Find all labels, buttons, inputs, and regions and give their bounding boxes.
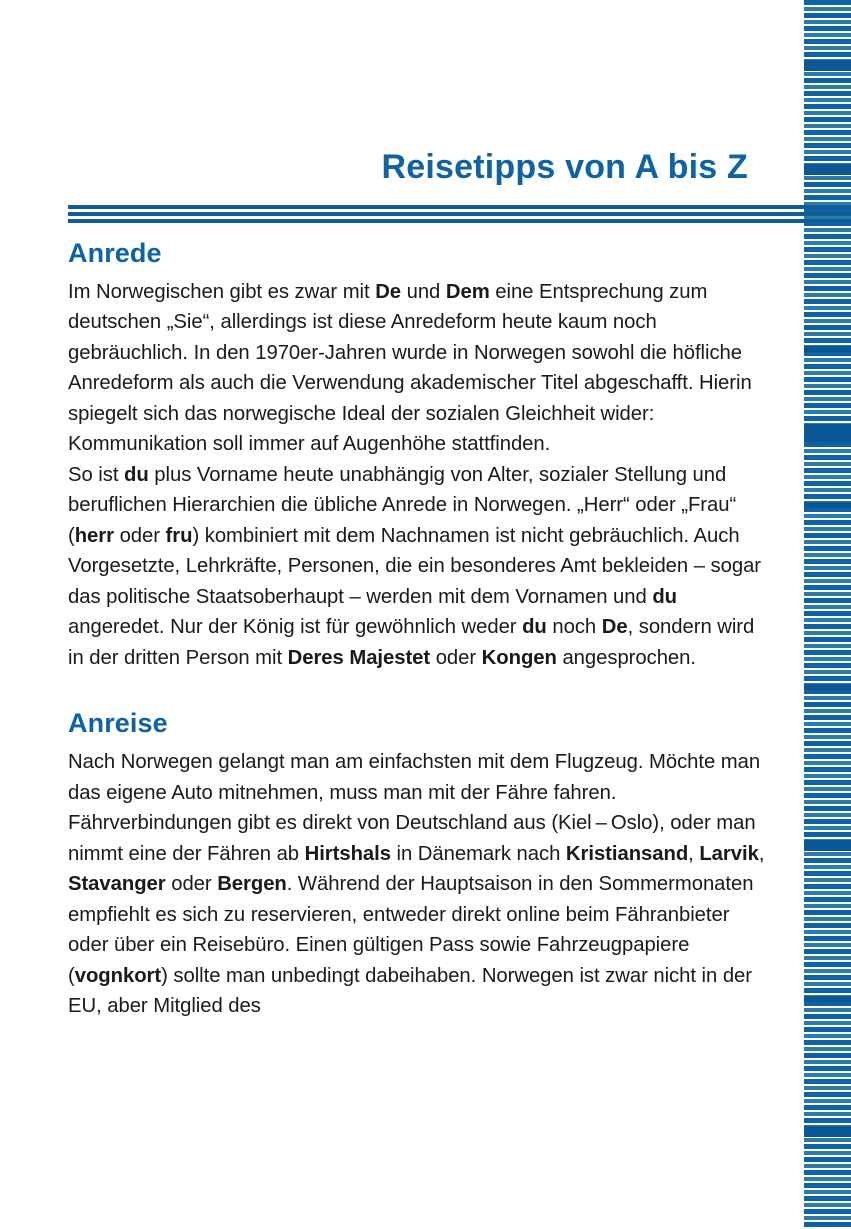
text-run: in Dänemark nach xyxy=(390,842,566,865)
text-run: eine Entsprechung zum deutschen „Sie“, allerdings ist diese Anredeform heute kaum noch gebräuchlich. In den 1970er-Jahren wurde in Norwegen sowohl die höfliche Anredeform als auch die Verwendung akademischer Titel abgeschafft. Hierin spiegelt sich das norwegische Ideal der sozialen Gleichheit wider: Kommunikation soll immer auf Augenhöhe stattfinden. xyxy=(68,280,752,456)
emphasis-term: Hirtshals xyxy=(304,842,391,865)
text-run: angesprochen. xyxy=(556,646,696,669)
text-run: , xyxy=(758,842,765,865)
paragraph xyxy=(68,460,768,674)
text-run: , sondern wird in der dritten Person mit xyxy=(68,616,755,669)
text-run: ) sollte man unbedingt dabeihaben. Norwegen ist zwar nicht in der EU, aber Mitglied des xyxy=(68,964,752,1018)
edge-stripe-accent xyxy=(804,60,851,71)
text-run: . Während der Hauptsaison in den Sommermonaten empfiehlt es sich zu reservieren, entweder direkt online beim Fähranbieter oder über ein Reisebüro. Einen gültigen Pass sowie Fahrzeugpapiere ( xyxy=(68,873,754,987)
emphasis-term: Kristiansand xyxy=(565,842,689,865)
title-rule xyxy=(68,205,851,209)
edge-stripe-accent xyxy=(804,424,851,442)
page-title: Reisetipps von A bis Z xyxy=(381,148,748,186)
text-run: ) kombiniert mit dem Nachnamen ist nicht gebräuchlich. Auch Vorgesetzte, Lehrkräfte, Personen, die ein besonderes Amt bekleiden – sogar das politische Staatsoberhaupt – werden mit dem Vornamen und xyxy=(68,524,762,608)
emphasis-term: du xyxy=(522,616,547,639)
text-run: und xyxy=(401,280,446,303)
title-rule xyxy=(68,212,851,216)
text-run: oder xyxy=(430,646,482,669)
emphasis-term: fru xyxy=(165,524,193,547)
emphasis-term: Larvik xyxy=(699,842,759,865)
edge-stripe-accent xyxy=(804,502,851,508)
emphasis-term: De xyxy=(375,280,402,303)
title-rule xyxy=(68,219,851,223)
title-rule-group xyxy=(68,205,851,227)
text-run: oder xyxy=(113,524,166,547)
section-heading: Anrede xyxy=(68,238,162,268)
article-body xyxy=(68,238,768,1022)
text-run: So ist xyxy=(68,463,125,486)
paragraph xyxy=(68,747,768,1022)
article-section xyxy=(68,238,768,673)
text-run: , xyxy=(688,842,700,865)
text-run: Nach Norwegen gelangt man am einfachsten mit dem Flugzeug. Möchte man das eigene Auto mitnehmen, muss man mit der Fähre fahren. Fährverbindungen gibt es direkt von Deutschland aus (Kiel – Oslo), oder man nimmt eine der Fähren ab xyxy=(68,751,761,865)
edge-stripe-accent xyxy=(804,684,851,690)
edge-stripe-accent xyxy=(804,164,851,175)
text-run: angeredet. Nur der König ist für gewöhnlich weder xyxy=(68,616,523,639)
page-header xyxy=(0,148,804,187)
emphasis-term: du xyxy=(652,585,678,608)
text-run: noch xyxy=(546,616,602,639)
text-run: Im Norwegischen gibt es zwar mit xyxy=(68,280,376,303)
emphasis-term: Stavanger xyxy=(68,873,166,896)
emphasis-term: vognkort xyxy=(74,964,162,987)
edge-stripe-accent xyxy=(804,996,851,1002)
emphasis-term: du xyxy=(124,463,149,486)
emphasis-term: Deres Majestet xyxy=(287,646,431,669)
edge-stripe-accent xyxy=(804,346,851,352)
edge-stripe-decoration xyxy=(804,0,851,1229)
text-run: plus Vorname heute unabhängig von Alter, sozialer Stellung und beruflichen Hierarchien die übliche Anrede in Norwegen. „Herr“ oder „Frau“ ( xyxy=(68,463,737,547)
emphasis-term: De xyxy=(601,616,628,639)
emphasis-term: Dem xyxy=(445,280,490,303)
emphasis-term: Bergen xyxy=(217,873,287,896)
edge-stripe-accent xyxy=(804,840,851,851)
emphasis-term: Kongen xyxy=(481,646,557,669)
emphasis-term: herr xyxy=(74,524,114,547)
edge-stripe-accent xyxy=(804,1126,851,1137)
article-section xyxy=(68,708,768,1021)
paragraph xyxy=(68,277,768,460)
text-run: oder xyxy=(165,873,218,896)
section-heading: Anreise xyxy=(68,708,168,739)
